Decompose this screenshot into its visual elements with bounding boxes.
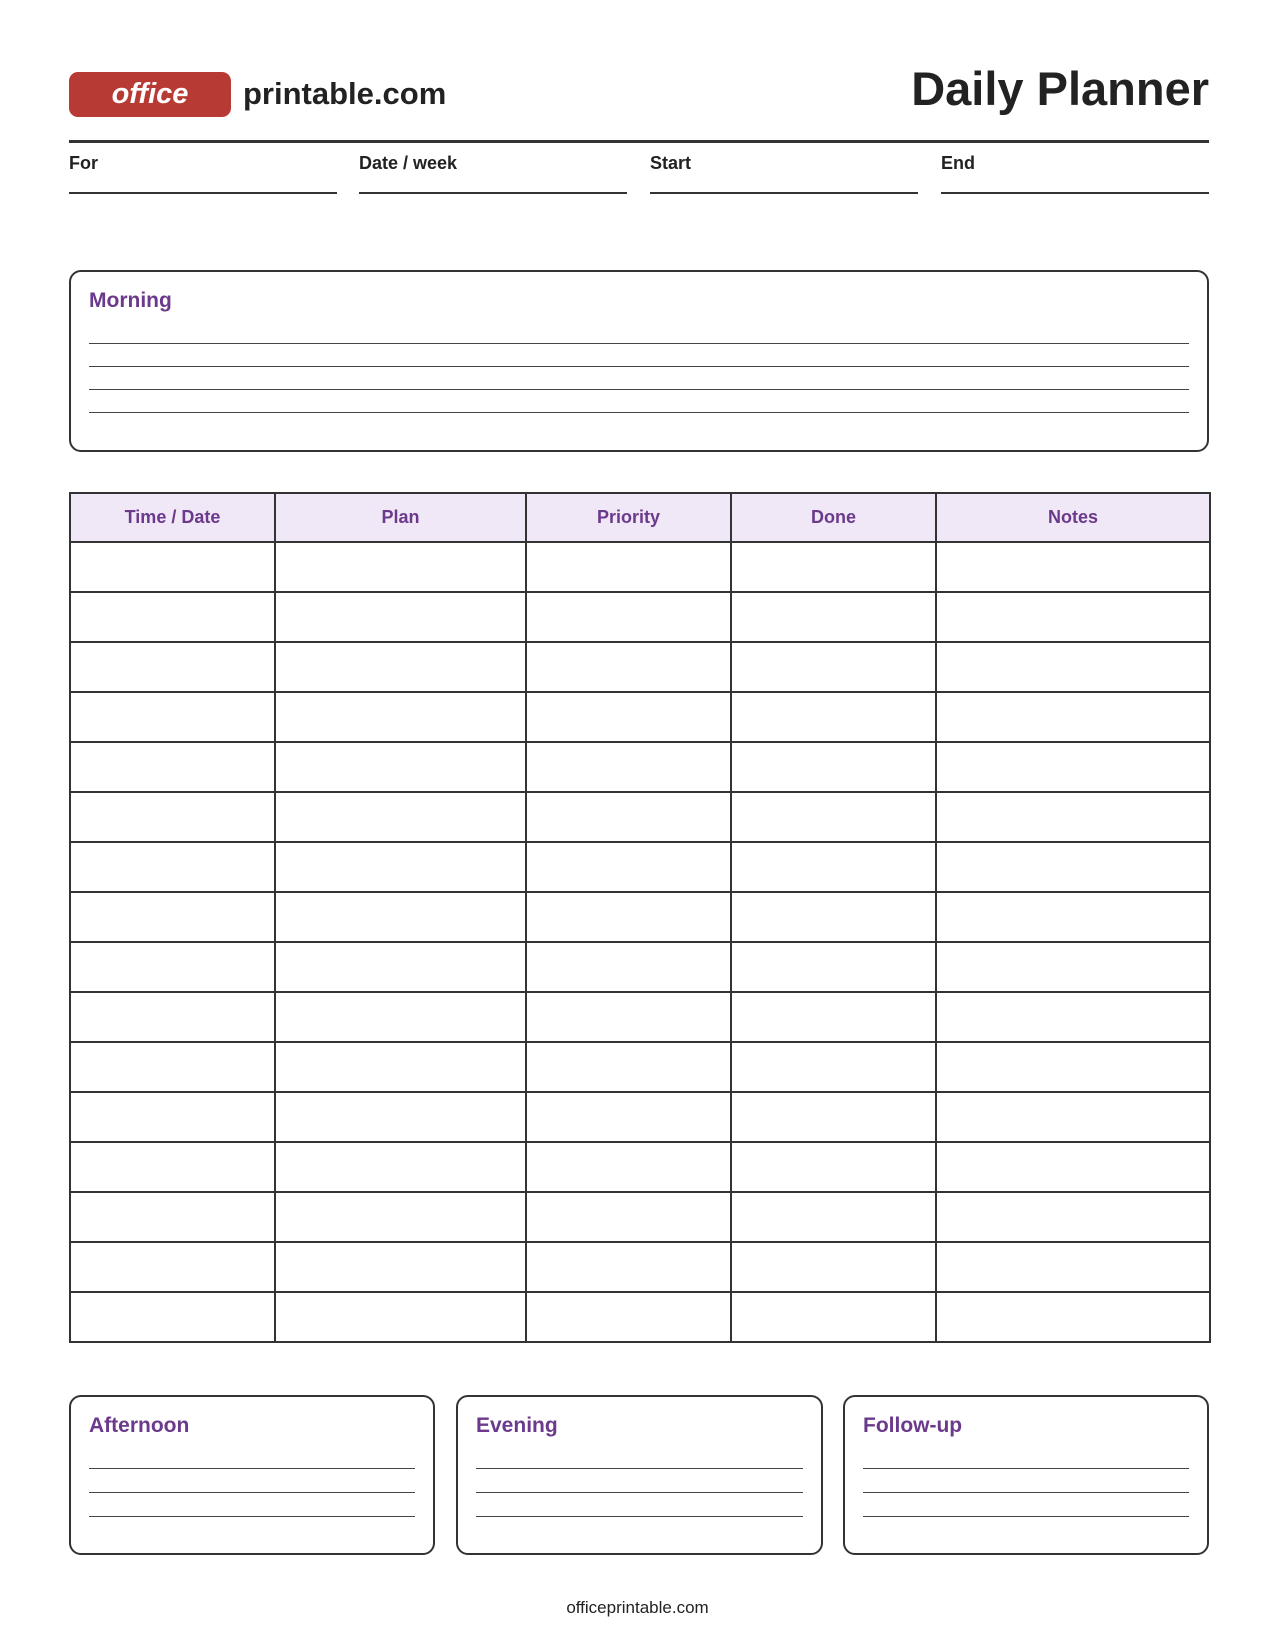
table-cell[interactable] [526, 1292, 731, 1342]
table-cell[interactable] [275, 842, 526, 892]
field-start[interactable] [650, 152, 918, 194]
table-cell[interactable] [275, 1242, 526, 1292]
writing-line [89, 412, 1189, 413]
field-label: For [69, 153, 98, 173]
column-header-done: Done [731, 493, 936, 542]
table-cell[interactable] [70, 1042, 275, 1092]
table-cell[interactable] [731, 892, 936, 942]
table-cell[interactable] [936, 1042, 1210, 1092]
table-cell[interactable] [70, 842, 275, 892]
table-row [70, 992, 1210, 1042]
table-cell[interactable] [275, 1142, 526, 1192]
writing-line [863, 1492, 1189, 1493]
table-cell[interactable] [70, 1192, 275, 1242]
header-rule [69, 140, 1209, 143]
afternoon-box[interactable] [69, 1395, 435, 1555]
table-cell[interactable] [936, 842, 1210, 892]
table-cell[interactable] [936, 1292, 1210, 1342]
table-cell[interactable] [936, 1092, 1210, 1142]
table-row [70, 592, 1210, 642]
table-cell[interactable] [936, 1142, 1210, 1192]
table-row [70, 542, 1210, 592]
table-cell[interactable] [731, 1042, 936, 1092]
table-row [70, 942, 1210, 992]
table-cell[interactable] [70, 1142, 275, 1192]
table-cell[interactable] [731, 1242, 936, 1292]
table-cell[interactable] [275, 792, 526, 842]
brand-domain: printable.com [243, 76, 447, 111]
writing-line [476, 1492, 803, 1493]
page-header [69, 62, 1209, 122]
table-cell[interactable] [526, 742, 731, 792]
table-row [70, 892, 1210, 942]
table-cell[interactable] [526, 592, 731, 642]
morning-box[interactable] [69, 270, 1209, 452]
table-cell[interactable] [936, 692, 1210, 742]
table-cell[interactable] [526, 1042, 731, 1092]
table-cell[interactable] [70, 592, 275, 642]
table-cell[interactable] [275, 742, 526, 792]
field-label: Date / week [359, 153, 458, 173]
table-cell[interactable] [731, 842, 936, 892]
table-row [70, 1192, 1210, 1242]
writing-line [89, 343, 1189, 344]
table-cell[interactable] [731, 992, 936, 1042]
writing-line [89, 366, 1189, 367]
column-header-notes: Notes [936, 493, 1210, 542]
table-cell[interactable] [275, 592, 526, 642]
table-row [70, 692, 1210, 742]
table-cell[interactable] [70, 992, 275, 1042]
planner-table [69, 492, 1211, 1343]
writing-line [89, 1516, 415, 1517]
writing-line [863, 1516, 1189, 1517]
table-cell[interactable] [70, 642, 275, 692]
table-cell[interactable] [731, 692, 936, 742]
table-cell[interactable] [731, 1292, 936, 1342]
field-for[interactable] [69, 152, 337, 194]
table-cell[interactable] [70, 742, 275, 792]
table-cell[interactable] [70, 942, 275, 992]
table-cell[interactable] [936, 542, 1210, 592]
table-cell[interactable] [731, 742, 936, 792]
info-fields [69, 152, 1209, 194]
table-row [70, 642, 1210, 692]
table-row [70, 842, 1210, 892]
table-cell[interactable] [526, 892, 731, 942]
morning-title: Morning [89, 289, 172, 312]
table-cell[interactable] [526, 642, 731, 692]
table-row [70, 792, 1210, 842]
table-cell[interactable] [936, 742, 1210, 792]
table-cell[interactable] [936, 992, 1210, 1042]
table-cell[interactable] [70, 792, 275, 842]
field-end[interactable] [941, 152, 1209, 194]
table-row [70, 1292, 1210, 1342]
table-cell[interactable] [936, 592, 1210, 642]
follow-up-title: Follow-up [863, 1414, 963, 1437]
field-label: End [941, 153, 975, 173]
page-title: Daily Planner [911, 62, 1209, 115]
writing-line [89, 1492, 415, 1493]
table-cell[interactable] [731, 792, 936, 842]
table-cell[interactable] [275, 1092, 526, 1142]
table-cell[interactable] [70, 1292, 275, 1342]
table-cell[interactable] [526, 792, 731, 842]
table-cell[interactable] [275, 642, 526, 692]
table-cell[interactable] [275, 992, 526, 1042]
table-cell[interactable] [936, 942, 1210, 992]
table-cell[interactable] [936, 1192, 1210, 1242]
field-label: Start [650, 153, 692, 173]
table-cell[interactable] [526, 542, 731, 592]
table-cell[interactable] [70, 1242, 275, 1292]
table-cell[interactable] [70, 892, 275, 942]
writing-line [863, 1468, 1189, 1469]
table-cell[interactable] [526, 1142, 731, 1192]
table-cell[interactable] [936, 792, 1210, 842]
table-cell[interactable] [526, 1192, 731, 1242]
evening-title: Evening [476, 1414, 558, 1437]
table-cell[interactable] [936, 892, 1210, 942]
table-cell[interactable] [275, 1192, 526, 1242]
table-cell[interactable] [731, 642, 936, 692]
brand-badge: office [69, 72, 231, 117]
table-cell[interactable] [526, 942, 731, 992]
table-cell[interactable] [731, 1192, 936, 1242]
table-cell[interactable] [70, 542, 275, 592]
table-row [70, 1142, 1210, 1192]
writing-line [89, 1468, 415, 1469]
table-cell[interactable] [526, 1242, 731, 1292]
table-row [70, 1042, 1210, 1092]
table-cell[interactable] [731, 1142, 936, 1192]
table-cell[interactable] [275, 1042, 526, 1092]
table-cell[interactable] [70, 1092, 275, 1142]
column-header-priority: Priority [526, 493, 731, 542]
table-cell[interactable] [275, 892, 526, 942]
afternoon-title: Afternoon [89, 1414, 190, 1437]
field-date-week[interactable] [359, 152, 627, 194]
table-cell[interactable] [936, 642, 1210, 692]
writing-line [476, 1516, 803, 1517]
column-header-plan: Plan [275, 493, 526, 542]
follow-up-box[interactable] [843, 1395, 1209, 1555]
table-cell[interactable] [526, 992, 731, 1042]
table-header-row [70, 493, 1210, 542]
table-cell[interactable] [731, 942, 936, 992]
table-row [70, 1092, 1210, 1142]
table-cell[interactable] [731, 1092, 936, 1142]
table-cell[interactable] [526, 842, 731, 892]
table-cell[interactable] [526, 692, 731, 742]
table-cell[interactable] [731, 592, 936, 642]
table-cell[interactable] [275, 542, 526, 592]
column-header-time-date: Time / Date [70, 493, 275, 542]
table-cell[interactable] [275, 1292, 526, 1342]
table-cell[interactable] [70, 692, 275, 742]
evening-box[interactable] [456, 1395, 823, 1555]
table-cell[interactable] [526, 1092, 731, 1142]
table-row [70, 742, 1210, 792]
writing-line [89, 389, 1189, 390]
table-cell[interactable] [731, 542, 936, 592]
writing-line [476, 1468, 803, 1469]
table-row [70, 1242, 1210, 1292]
footer-url: officeprintable.com [566, 1598, 709, 1617]
table-cell[interactable] [275, 692, 526, 742]
table-cell[interactable] [936, 1242, 1210, 1292]
table-cell[interactable] [275, 942, 526, 992]
table-body [70, 542, 1210, 1342]
